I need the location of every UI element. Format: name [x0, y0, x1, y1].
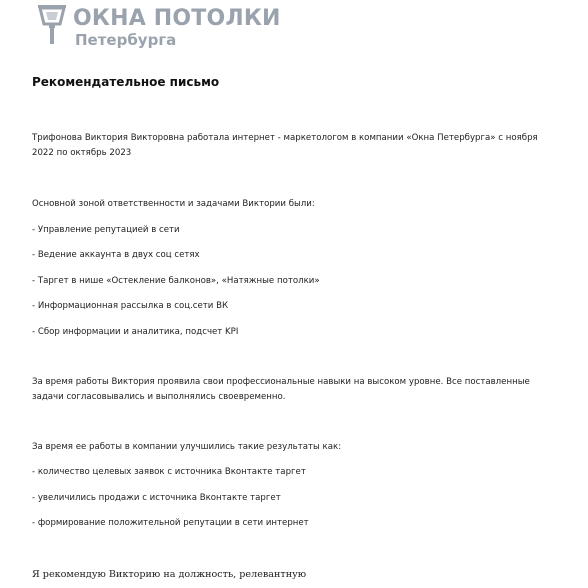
- duty-item: - Информационная рассылка в соц.сети ВК: [32, 301, 229, 311]
- duty-item: - Сбор информации и аналитика, подсчет KPI: [32, 327, 239, 337]
- recommendation-line: Я рекомендую Викторию на должность, релевантную: [32, 569, 307, 580]
- result-item: - количество целевых заявок с источника Вконтакте таргет: [32, 467, 306, 477]
- duty-item: - Управление репутацией в сети: [32, 225, 180, 235]
- logo-subtitle: Петербурга: [75, 31, 177, 49]
- result-item: - увеличились продажи с источника Вконтакте таргет: [32, 493, 281, 503]
- duty-item: - Ведение аккаунта в двух соц сетях: [32, 250, 200, 260]
- skills-paragraph: За время работы Виктория проявила свои профессиональные навыки на высоком уровне. Все поставленные задачи согласовывались и выполнялись своевременно.: [32, 377, 530, 402]
- company-logo: [30, 4, 290, 48]
- results-intro: За время ее работы в компании улучшились такие результаты как:: [32, 442, 342, 452]
- duties-intro: Основной зоной ответственности и задачами Виктории были:: [32, 199, 315, 209]
- result-item: - формирование положительной репутации в сети интернет: [32, 518, 309, 528]
- intro-paragraph: Трифонова Виктория Викторовна работала интернет - маркетологом в компании «Окна Петербурга» с ноября 2022 по октябрь 2023: [32, 133, 538, 158]
- duty-item: - Таргет в нише «Остекление балконов», «Натяжные потолки»: [32, 276, 320, 286]
- logo-title: ОКНА ПОТОЛКИ: [73, 6, 281, 31]
- street-lamp-icon: [36, 4, 68, 46]
- letter-title: Рекомендательное письмо: [32, 75, 220, 89]
